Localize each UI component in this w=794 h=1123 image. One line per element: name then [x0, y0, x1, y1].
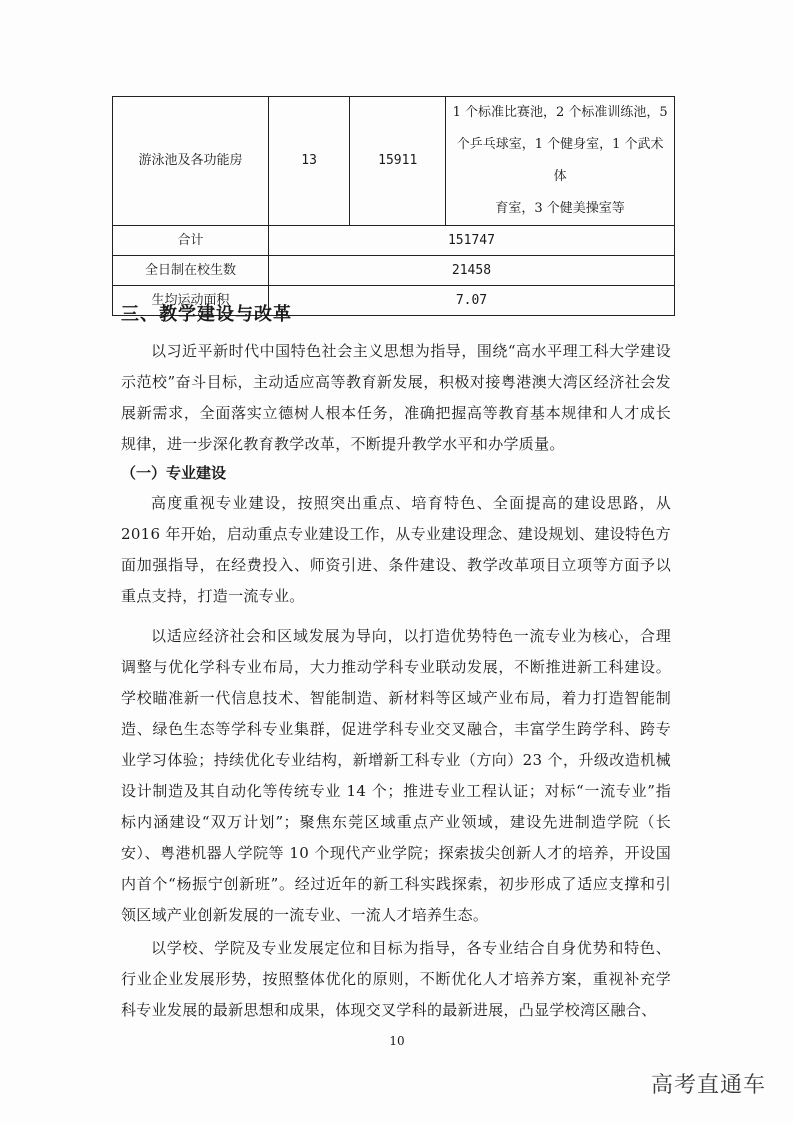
page-number: 10	[389, 1034, 405, 1048]
students-label-cell: 全日制在校生数	[113, 256, 269, 286]
facility-desc-cell	[446, 97, 675, 226]
body-paragraph-2: 以适应经济社会和区域发展为导向，以打造优势特色一流专业为核心，合理调整与优化学科专业布局，大力推动学科专业联动发展，不断推进新工科建设。学校瞄准新一代信息技术、智能制造、新材料等区域产业布局，着力打造智能制造、绿色生态等学科专业集群，促进学科专业交叉融合，丰富学生跨学科、跨专业学习体验；持续优化专业结构，新增新工科专业（方向）23 个，升级改造机械设计制造及其自动化等传统专业 14 个；推进专业工程认证；对标“一流专业”指标内涵建设“双万计划”；聚焦东莞区域重点产业领域，建设先进制造学院（长安）、粤港机器人学院等 10 个现代产业学院；探索拔尖创新人才的培养，开设国内首个“杨振宁创新班”。经过近年的新工科实践探索，初步形成了适应支撑和引领区域产业创新发展的一流专业、一流人才培养生态。	[121, 627, 671, 924]
facility-desc-line: 育室，3 个健美操室等	[495, 201, 625, 216]
section-title: 三、教学建设与改革	[121, 304, 292, 325]
sports-facility-table	[112, 96, 675, 316]
total-value-cell: 151747	[268, 226, 674, 256]
facility-desc-line: 个乒乓球室，1 个健身室，1 个武术体	[456, 137, 664, 184]
subsection-title: （一）专业建设	[121, 464, 227, 482]
body-paragraph-1: 高度重视专业建设，按照突出重点、培育特色、全面提高的建设思路，从 2016 年开始，启动重点专业建设工作，从专业建设理念、建设规划、建设特色方面加强指导，在经费投入、师资引进、条件建设、教学改革项目立项等方面予以重点支持，打造一流专业。	[121, 494, 671, 605]
total-label-cell: 合计	[113, 226, 269, 256]
table-row-students	[113, 256, 675, 286]
students-value-cell: 21458	[268, 256, 674, 286]
facility-desc-line: 1 个标准比赛池，2 个标准训练池，5	[452, 105, 668, 120]
table-row	[113, 97, 675, 226]
facility-name-cell: 游泳池及各功能房	[113, 97, 269, 226]
per-capita-value-cell: 7.07	[268, 286, 674, 316]
watermark-text: 高考直通车	[650, 1073, 766, 1098]
body-paragraph-3: 以学校、学院及专业发展定位和目标为指导，各专业结合自身优势和特色、行业企业发展形势，按照整体优化的原则，不断优化人才培养方案，重视补充学科专业发展的最新思想和成果，体现交叉学科的最新进展，凸显学校湾区融合、	[121, 939, 671, 1019]
facility-count-cell: 13	[268, 97, 349, 226]
section-intro-paragraph: 以习近平新时代中国特色社会主义思想为指导，围绕“高水平理工科大学建设示范校”奋斗目标，主动适应高等教育新发展，积极对接粤港澳大湾区经济社会发展新需求，全面落实立德树人根本任务，准确把握高等教育基本规律和人才成长规律，进一步深化教育教学改革，不断提升教学水平和办学质量。	[121, 342, 671, 453]
table-row-total	[113, 226, 675, 256]
per-capita-label-cell: 生均运动面积	[113, 286, 269, 316]
facility-area-cell: 15911	[350, 97, 446, 226]
